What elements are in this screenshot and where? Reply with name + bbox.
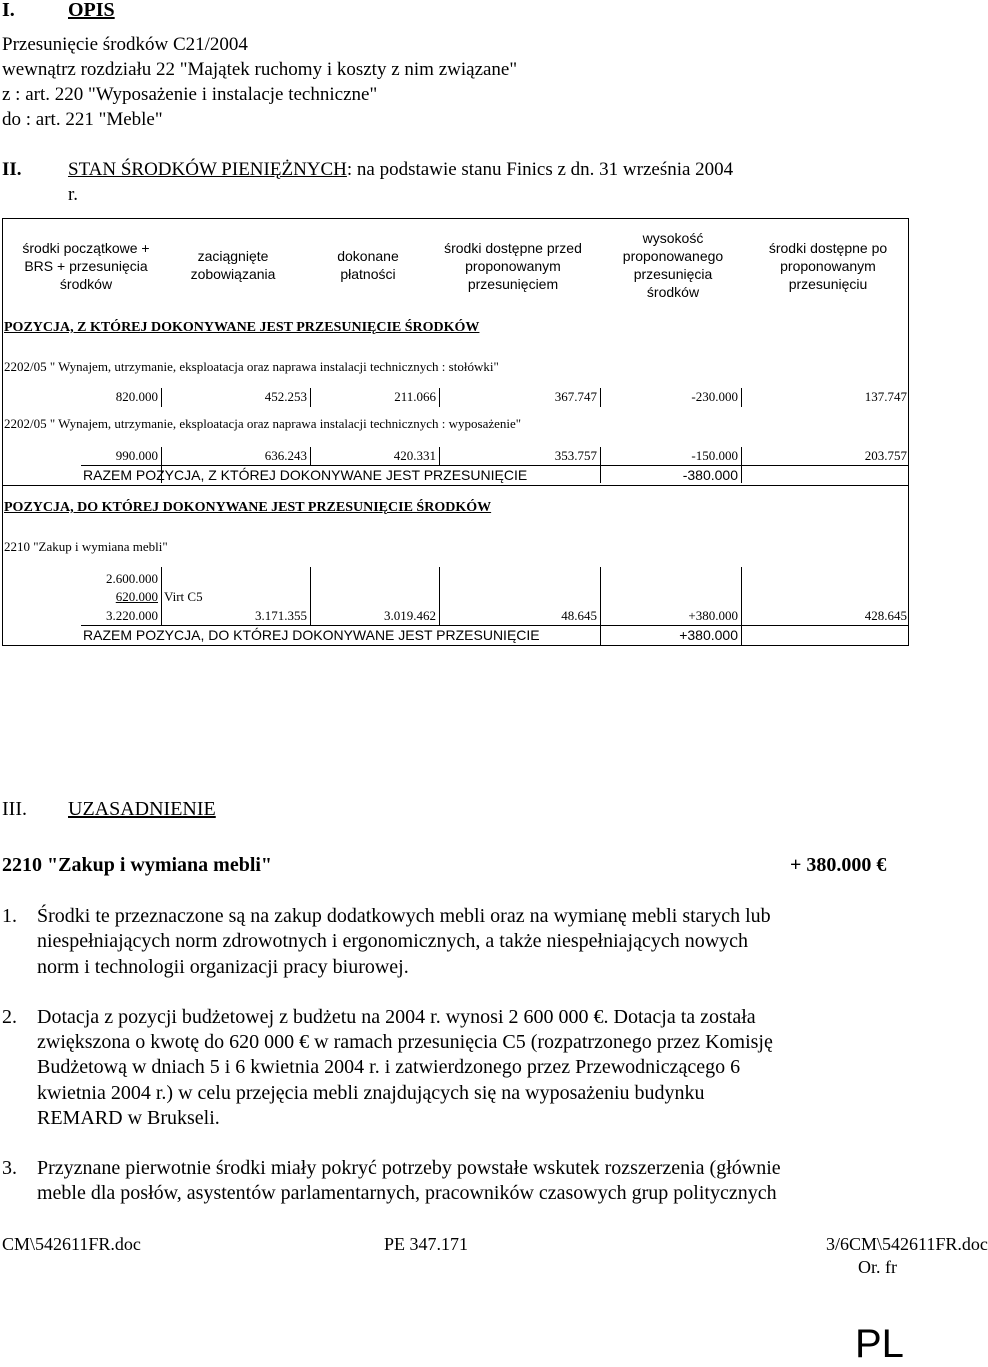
cell-transfer: -230.000 (691, 389, 738, 404)
row-rule (81, 625, 908, 626)
from-total-value: -380.000 (682, 467, 738, 483)
paragraph-line: niespełniających norm zdrowotnych i ergonomicznych, a także niespełniających nowych (37, 930, 749, 952)
section1-line: wewnątrz rozdziału 22 "Majątek ruchomy i koszty z nim związane" (2, 59, 518, 80)
paragraph-line: kwietnia 2004 r.) w celu przejęcia mebli znajdujących się na wyposażeniu budynku (37, 1082, 705, 1104)
footer-language-code: PL (855, 1322, 904, 1366)
section1-line: Przesunięcie środków C21/2004 (2, 34, 248, 55)
footer-pe-number: PE 347.171 (384, 1234, 469, 1254)
cell-available-after: 203.757 (864, 448, 907, 463)
section2-heading (68, 158, 733, 181)
footer-original-lang: Or. fr (858, 1257, 897, 1277)
section2-rest2: r. (68, 184, 79, 205)
cell-initial: 990.000 (115, 448, 158, 463)
paragraph-line: meble dla posłów, asystentów parlamentarnych, pracowników czasowych grup politycznych (37, 1182, 777, 1204)
section1-line: do : art. 221 "Meble" (2, 109, 163, 130)
header-payments: dokonane płatności (337, 248, 399, 282)
footer-page-ref: 3/6CM\542611FR.doc (826, 1234, 988, 1254)
section1-line: z : art. 220 "Wyposażenie i instalacje techniczne" (2, 84, 378, 105)
paragraph-line: Środki te przeznaczone są na zakup dodatkowych mebli oraz na wymianę mebli starych lub (37, 905, 771, 927)
cell-available-before: 367.747 (554, 389, 597, 404)
justification-item-title: 2210 "Zakup i wymiana mebli" (2, 854, 273, 876)
paragraph-line: Budżetową w dniach 5 i 6 kwietnia 2004 r. i zatwierdzonego przez Przewodniczącego 6 (37, 1056, 741, 1078)
to-sub-value: 620.000 (115, 589, 158, 604)
to-sub-value: 2.600.000 (106, 571, 158, 586)
from-heading: POZYCJA, Z KTÓREJ DOKONYWANE JEST PRZESUNIĘCIE ŚRODKÓW (4, 320, 480, 335)
footer-doc-ref: CM\542611FR.doc (2, 1234, 141, 1254)
cell-available-after: 137.747 (864, 389, 907, 404)
section3-number: III. (2, 798, 27, 820)
to-item-label: 2210 "Zakup i wymiana mebli" (4, 539, 168, 554)
header-available-before: środki dostępne przed proponowanym przesunięciem (444, 240, 582, 292)
from-total-label: RAZEM POZYCJA, Z KTÓREJ DOKONYWANE JEST PRZESUNIĘCIE (83, 467, 528, 483)
row-rule (3, 485, 908, 486)
section1-title: OPIS (68, 0, 115, 21)
header-commitments: zaciągnięte zobowiązania (190, 248, 276, 282)
paragraph-line: norm i technologii organizacji pracy biurowej. (37, 956, 409, 978)
paragraph-number: 2. (2, 1006, 17, 1028)
section2-title: STAN ŚRODKÓW PIENIĘŻNYCH (68, 159, 347, 180)
cell-divider (741, 567, 742, 645)
paragraph-line: zwiększona o kwotę do 620 000 € w ramach przesunięcia C5 (rozpatrzonego przez Komisję (37, 1031, 773, 1053)
cell-initial: 820.000 (115, 389, 158, 404)
paragraph-line: Przyznane pierwotnie środki miały pokryć potrzeby powstałe wskutek rozszerzenia (głównie (37, 1157, 781, 1179)
header-available-after: środki dostępne po proponowanym przesunięciu (768, 240, 888, 292)
to-total-label: RAZEM POZYCJA, DO KTÓREJ DOKONYWANE JEST PRZESUNIĘCIE (83, 627, 540, 643)
section2-number: II. (2, 159, 22, 180)
paragraph-line: REMARD w Brukseli. (37, 1107, 220, 1129)
header-initial-funds: środki początkowe + BRS + przesunięcia środków (22, 240, 150, 292)
cell-commitments: 452.253 (264, 389, 307, 404)
cell-available-before: 48.645 (561, 608, 597, 623)
table-row (3, 447, 908, 464)
cell-payments: 3.019.462 (384, 608, 436, 623)
funds-table (2, 218, 909, 646)
from-item-label: 2202/05 " Wynajem, utrzymanie, eksploatacja oraz naprawa instalacji technicznych : stołówki" (4, 359, 499, 374)
to-total-value: +380.000 (679, 627, 738, 643)
cell-available-before: 353.757 (554, 448, 597, 463)
to-sub-note: Virt C5 (164, 589, 203, 604)
cell-payments: 211.066 (394, 389, 436, 404)
section3-title: UZASADNIENIE (68, 798, 216, 820)
to-heading: POZYCJA, DO KTÓREJ DOKONYWANE JEST PRZESUNIĘCIE ŚRODKÓW (4, 500, 492, 515)
cell-available-after: 428.645 (864, 608, 907, 623)
justification-item-amount: + 380.000 € (790, 854, 887, 876)
cell-payments: 420.331 (393, 448, 436, 463)
header-transfer-amount: wysokość proponowanego przesunięcia środków (622, 230, 724, 300)
paragraph-number: 3. (2, 1157, 17, 1179)
cell-transfer: +380.000 (688, 608, 738, 623)
paragraph-number: 1. (2, 905, 17, 927)
table-row (3, 388, 908, 405)
section1-number: I. (2, 0, 15, 21)
row-rule (81, 465, 908, 466)
paragraph-line: Dotacja z pozycji budżetowej z budżetu na 2004 r. wynosi 2 600 000 €. Dotacja ta została (37, 1006, 756, 1028)
cell-transfer: -150.000 (691, 448, 738, 463)
section2-rest: : na podstawie stanu Finics z dn. 31 września 2004 (346, 159, 734, 180)
cell-commitments: 3.171.355 (255, 608, 307, 623)
cell-initial: 3.220.000 (106, 608, 158, 623)
table-row (3, 607, 908, 624)
from-item-label: 2202/05 " Wynajem, utrzymanie, eksploatacja oraz naprawa instalacji technicznych : wyposażenie" (4, 416, 522, 431)
cell-commitments: 636.243 (264, 448, 307, 463)
